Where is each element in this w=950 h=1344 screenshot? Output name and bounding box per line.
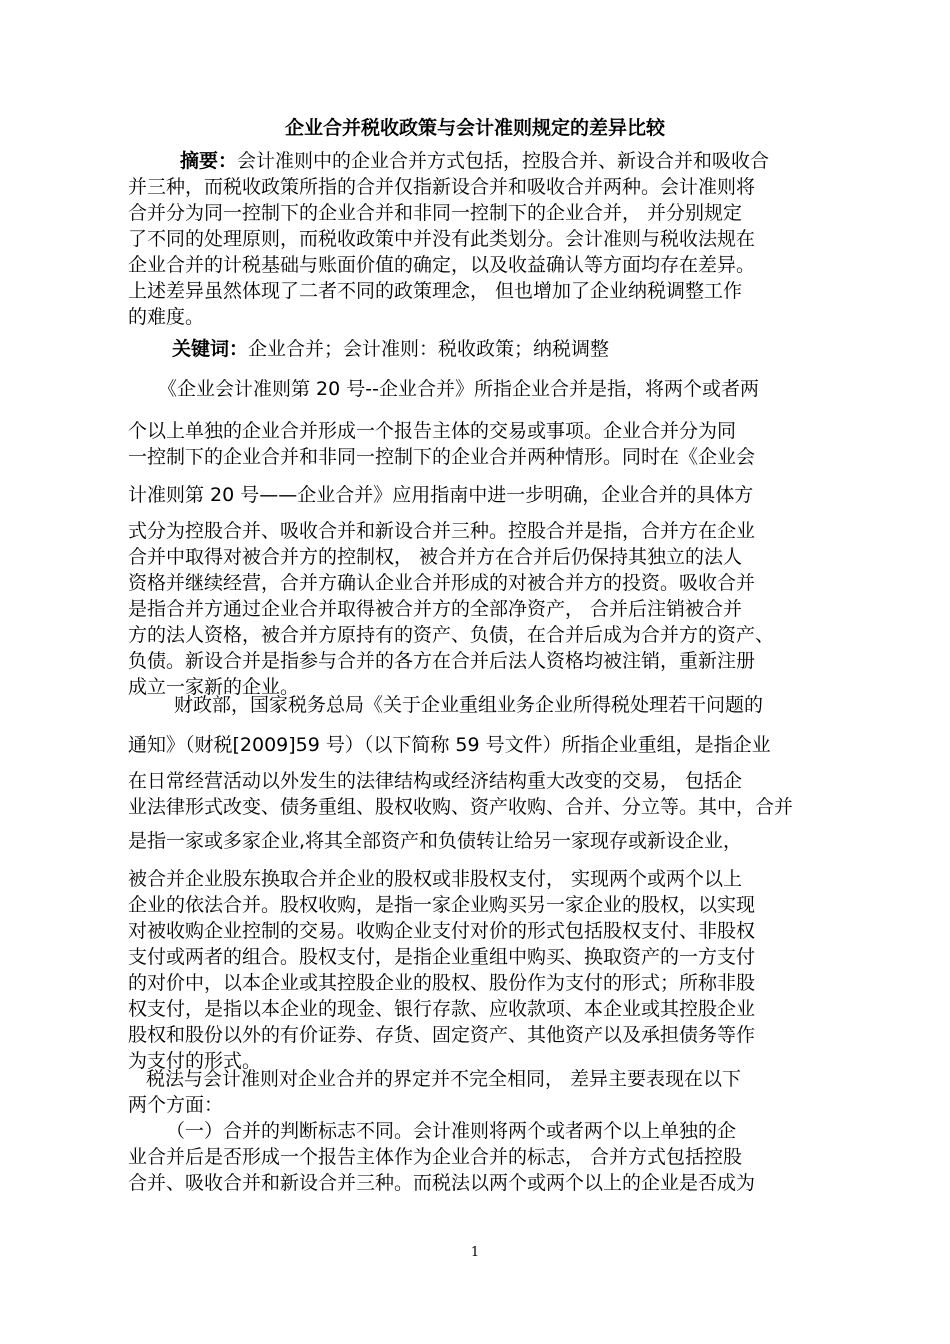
body-line: 权支付，是指以本企业的现金、银行存款、应收款项、本企业或其控股企业 [128,998,756,1020]
document-title: 企业合并税收政策与会计准则规定的差异比较 [284,117,665,139]
body-line: 为支付的形式。 [128,1050,262,1072]
body-line: 的对价中，以本企业或其控股企业的股权、股份作为支付的形式；所称非股 [128,972,756,994]
page-number: 1 [470,1245,480,1260]
body-line: 资格并继续经营，合并方确认企业合并形成的对被合并方的投资。吸收合并 [128,572,756,594]
body-line: 个以上单独的企业合并形成一个报告主体的交易或事项。企业合并分为同 [128,420,737,442]
abstract-line: 摘要：会计准则中的企业合并方式包括，控股合并、新设合并和吸收合 [180,150,770,172]
body-line: 支付或两者的组合。股权支付，是指企业重组中购买、换取资产的一方支付 [128,946,756,968]
body-line: 被合并企业股东换取合并企业的股权或非股权支付， 实现两个或两个以上 [128,868,743,890]
body-line: 成立一家新的企业。 [128,676,300,698]
body-line: 税法与会计准则对企业合并的界定并不完全相同， 差异主要表现在以下 [146,1068,742,1090]
body-line: 业法律形式改变、债务重组、股权收购、资产收购、合并、分立等。其中，合并 [128,796,794,818]
abstract-line: 的难度。 [128,306,205,328]
body-line: 《企业会计准则第 20 号--企业合并》所指企业合并是指，将两个或者两 [158,378,759,400]
abstract-line: 合并分为同一控制下的企业合并和非同一控制下的企业合并， 并分别规定 [128,202,743,224]
body-line: （一）合并的判断标志不同。会计准则将两个或者两个以上单独的企 [166,1120,737,1142]
abstract-line: 上述差异虽然体现了二者不同的政策理念， 但也增加了企业纳税调整工作 [128,280,743,302]
body-line: 一控制下的企业合并和非同一控制下的企业合并两种情形。同时在《企业会 [128,446,756,468]
body-line: 业合并后是否形成一个报告主体作为企业合并的标志， 合并方式包括控股 [128,1146,743,1168]
body-line: 合并中取得对被合并方的控制权， 被合并方在合并后仍保持其独立的法人 [128,546,743,568]
keywords-line [172,336,609,362]
body-line: 负债。新设合并是指参与合并的各方在合并后法人资格均被注销，重新注册 [128,650,756,672]
abstract-line: 企业合并的计税基础与账面价值的确定，以及收益确认等方面均存在差异。 [128,254,756,276]
body-line: 是指合并方通过企业合并取得被合并方的全部净资产， 合并后注销被合并 [128,598,743,620]
abstract-line: 了不同的处理原则，而税收政策中并没有此类划分。会计准则与税收法规在 [128,228,756,250]
body-line: 在日常经营活动以外发生的法律结构或经济结构重大改变的交易， 包括企 [128,770,743,792]
body-line: 企业的依法合并。股权收购，是指一家企业购买另一家企业的股权，以实现 [128,894,756,916]
keywords-label: 关键词： [172,338,249,360]
body-line: 对被收购企业控制的交易。收购企业支付对价的形式包括股权支付、非股权 [128,920,756,942]
abstract-label: 摘要： [180,150,238,172]
body-line: 计准则第 20 号——企业合并》应用指南中进一步明确，企业合并的具体方 [128,484,754,506]
body-line: 合并、吸收合并和新设合并三种。而税法以两个或两个以上的企业是否成为 [128,1172,756,1194]
keywords-text: 企业合并；会计准则：税收政策；纳税调整 [248,338,610,360]
body-line: 财政部，国家税务总局《关于企业重组业务企业所得税处理若干问题的 [174,694,764,716]
body-line: 式分为控股合并、吸收合并和新设合并三种。控股合并是指，合并方在企业 [128,520,756,542]
body-line: 两个方面： [128,1094,224,1116]
body-line: 方的法人资格，被合并方原持有的资产、负债，在合并后成为合并方的资产、 [128,624,775,646]
body-line: 股权和股份以外的有价证券、存货、固定资产、其他资产以及承担债务等作 [128,1024,756,1046]
body-line: 通知》（财税[2009]59 号）（以下简称 59 号文件）所指企业重组，是指企业 [128,734,771,756]
body-line: 是指一家或多家企业,将其全部资产和负债转让给另一家现存或新设企业， [128,830,743,852]
abstract-line: 并三种，而税收政策所指的合并仅指新设合并和吸收合并两种。会计准则将 [128,176,756,198]
